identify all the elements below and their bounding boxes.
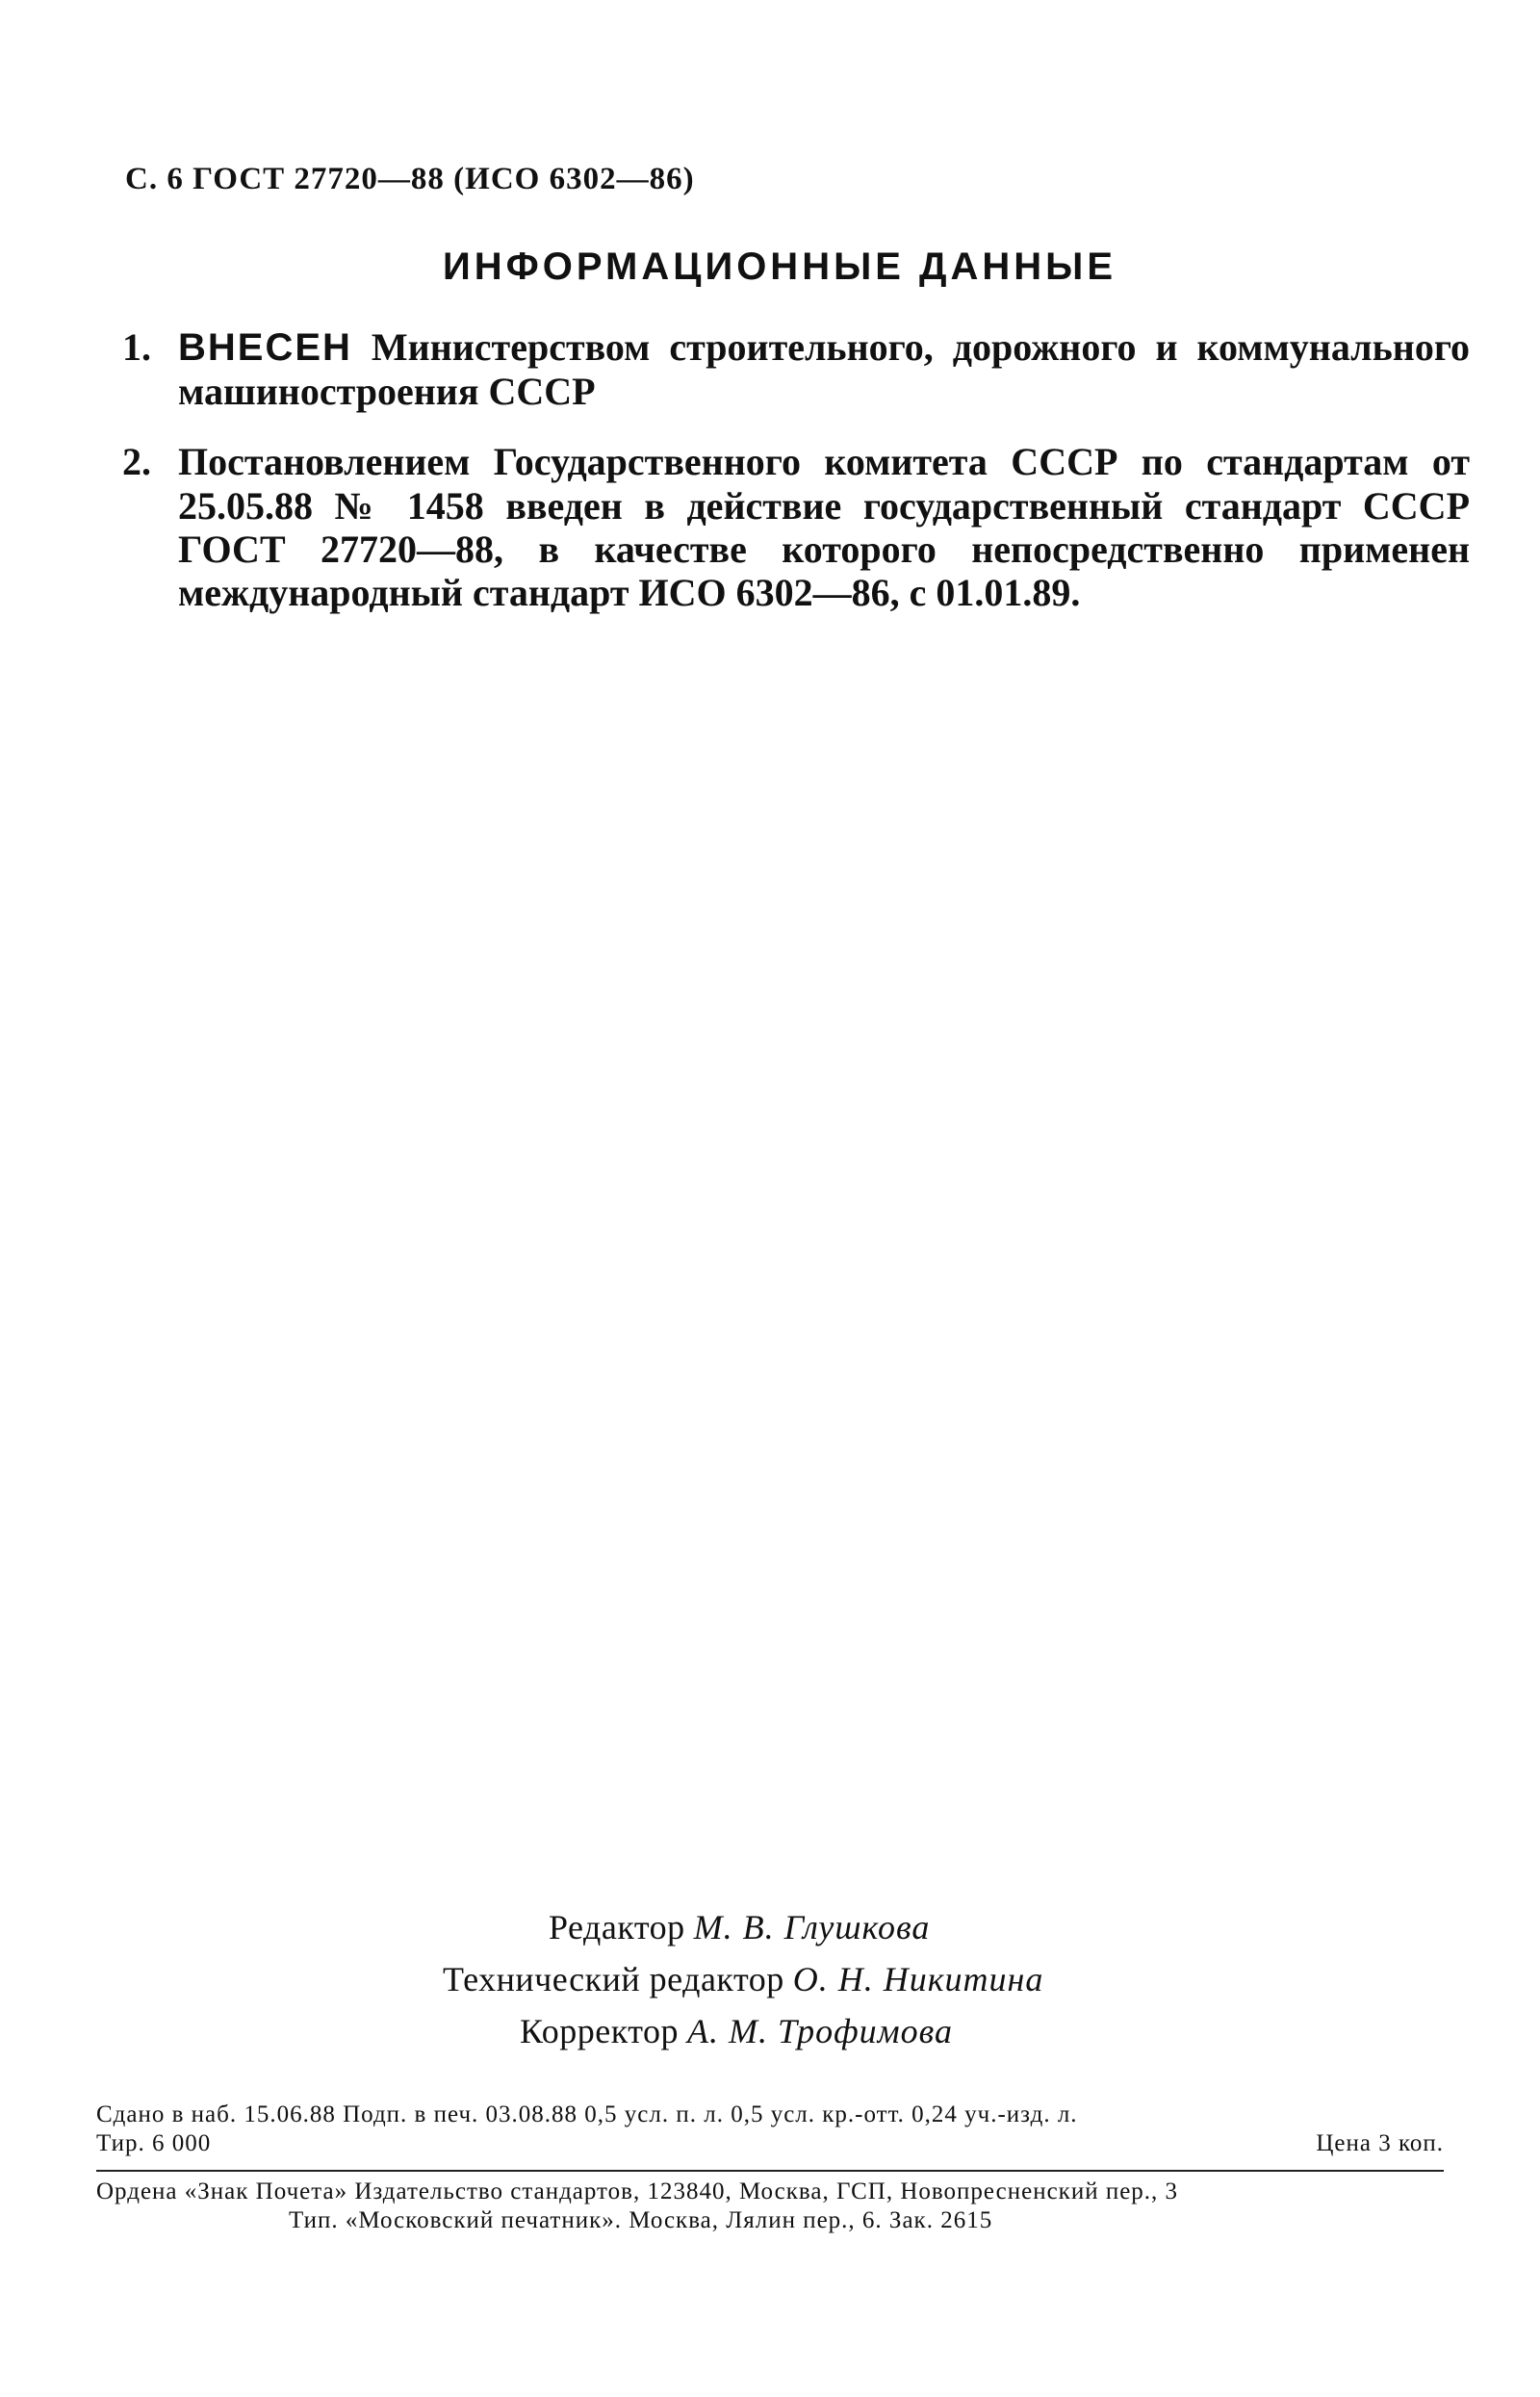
editor-name: М. В. Глушкова (693, 1908, 931, 1946)
imprint (96, 2101, 1444, 2158)
tech-editor-role: Технический редактор (443, 1960, 784, 1998)
publisher-line: Ордена «Знак Почета» Издательство стандартов, 123840, Москва, ГСП, Новопресненский пер., 3 (96, 2178, 1179, 2204)
document-title: ИНФОРМАЦИОННЫЕ ДАННЫЕ (442, 245, 1117, 288)
proofreader-name: А. М. Трофимова (686, 2012, 954, 2050)
item-number: 1. (122, 325, 151, 369)
imprint-dates (96, 2101, 1444, 2129)
item-text: Министерством строительного, дорожного и коммунального машиностроения СССР (178, 325, 1470, 414)
editor-row (385, 1901, 1155, 1953)
tech-editor-name: О. Н. Никитина (792, 1960, 1044, 1998)
info-list (122, 325, 1470, 641)
divider (96, 2170, 1444, 2172)
proofreader-role: Корректор (520, 2012, 679, 2050)
imprint-dates-text: Сдано в наб. 15.06.88 Подп. в печ. 03.08.88 0,5 усл. п. л. 0,5 усл. кр.-отт. 0,24 уч.-изд. л. (96, 2101, 1078, 2127)
editor-role: Редактор (549, 1908, 685, 1946)
info-item-1 (122, 325, 1470, 413)
tech-editor-row (385, 1953, 1155, 2005)
item-text: Постановлением Государственного комитета СССР по стандартам от 25.05.88 № 1458 введен в действие государственный стандарт СССР ГОСТ 27720—88, в качестве которого непосредственно применен международный стандарт ИСО 6302—86, с 01.01.89. (178, 440, 1470, 614)
imprint-run-price (96, 2129, 1444, 2158)
item-number: 2. (122, 440, 151, 484)
item-lead: ВНЕСЕН (178, 326, 352, 369)
price: Цена 3 коп. (1316, 2130, 1444, 2156)
page-header: С. 6 ГОСТ 27720—88 (ИСО 6302—86) (125, 162, 695, 196)
print-run: Тир. 6 000 (96, 2130, 212, 2156)
proofreader-row (385, 2005, 1155, 2057)
editorial-staff (385, 1901, 1155, 2057)
publisher-info (96, 2178, 1444, 2235)
printer-line: Тип. «Московский печатник». Москва, Лялин пер., 6. Зак. 2615 (289, 2207, 993, 2233)
info-item-2 (122, 440, 1470, 614)
